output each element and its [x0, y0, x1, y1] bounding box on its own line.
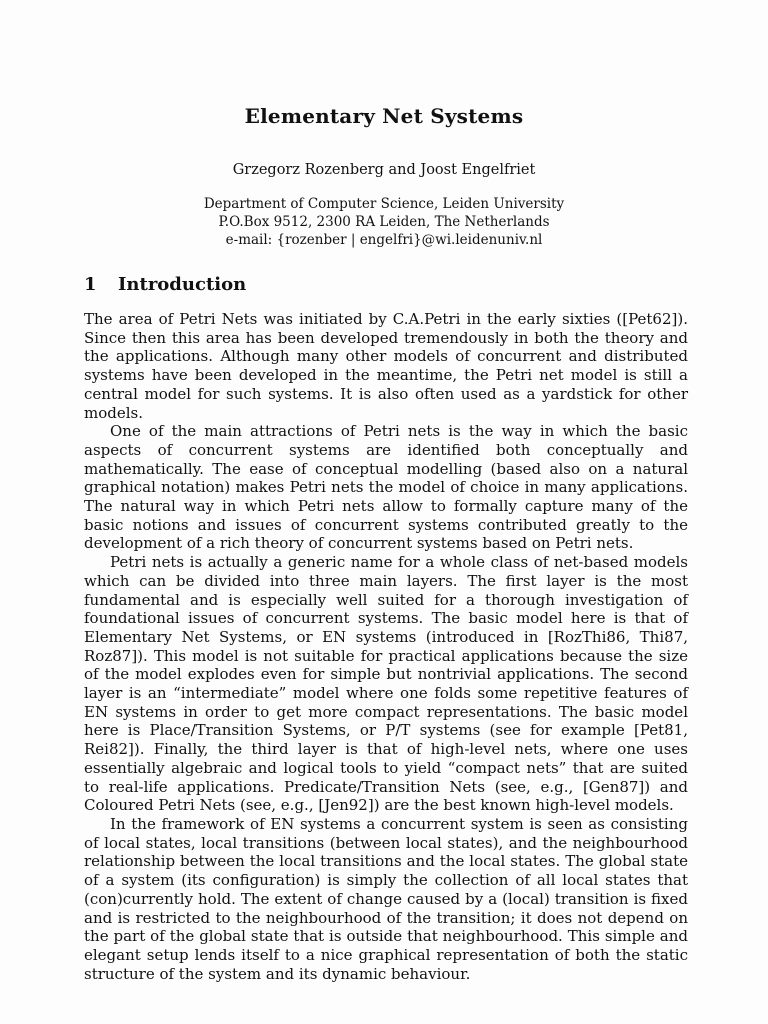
- paragraph: In the framework of EN systems a concurrent system is seen as consisting of local states, local transitions (between local states), and the neighbourhood relationship between the local transitions and the local states. The global state of a system (its configuration) is simply the collection of all local states that (con)currently hold. The extent of change caused by a (local) transition is fixed and is restricted to the neighbourhood of the transition; it does not depend on the part of the global state that is outside that neighbourhood. This simple and elegant setup lends itself to a nice graphical representation of both the static structure of the system and its dynamic behaviour.: [84, 814, 688, 983]
- section-number: 1: [84, 274, 97, 295]
- paragraph: The area of Petri Nets was initiated by C.A.Petri in the early sixties ([Pet62]). Since then this area has been developed tremendously in both the theory and the applications. Although many other models of concurrent and distributed systems have been developed in the meantime, the Petri net model is still a central model for such systems. It is also often used as a yardstick for other models.: [84, 310, 688, 422]
- affiliation-line: P.O.Box 9512, 2300 RA Leiden, The Netherlands: [218, 214, 550, 230]
- section-title: Introduction: [118, 274, 247, 295]
- affiliation-email: e-mail: {rozenber | engelfri}@wi.leidenuniv.nl: [225, 232, 543, 248]
- paragraph: Petri nets is actually a generic name for a whole class of net-based models which can be divided into three main layers. The first layer is the most fundamental and is especially well suited for a thorough investigation of foundational issues of concurrent systems. The basic model here is that of Elementary Net Systems, or EN systems (introduced in [RozThi86, Thi87, Roz87]). This model is not suitable for practical applications because the size of the model explodes even for simple but nontrivial applications. The second layer is an “intermediate” model where one folds some repetitive features of EN systems in order to get more compact representations. The basic model here is Place/Transition Systems, or P/T systems (see for example [Pet81, Rei82]). Finally, the third layer is that of high-level nets, where one uses essentially algebraic and logical tools to yield “compact nets” that are suited to real-life applications. Predicate/Transition Nets (see, e.g., [Gen87]) and Coloured Petri Nets (see, e.g., [Jen92]) are the best known high-level models.: [84, 553, 688, 815]
- section-body: [84, 310, 688, 983]
- affiliation-line: Department of Computer Science, Leiden University: [203, 196, 565, 212]
- paper-authors: Grzegorz Rozenberg and Joost Engelfriet: [232, 162, 536, 178]
- section-heading: [84, 274, 246, 295]
- paragraph: One of the main attractions of Petri nets is the way in which the basic aspects of concurrent systems are identified both conceptually and mathematically. The ease of conceptual modelling (based also on a natural graphical notation) makes Petri nets the model of choice in many applications. The natural way in which Petri nets allow to formally capture many of the basic notions and issues of concurrent systems contributed greatly to the development of a rich theory of concurrent systems based on Petri nets.: [84, 422, 688, 553]
- author-affiliation: [0, 195, 768, 249]
- paper-title: Elementary Net Systems: [244, 104, 524, 128]
